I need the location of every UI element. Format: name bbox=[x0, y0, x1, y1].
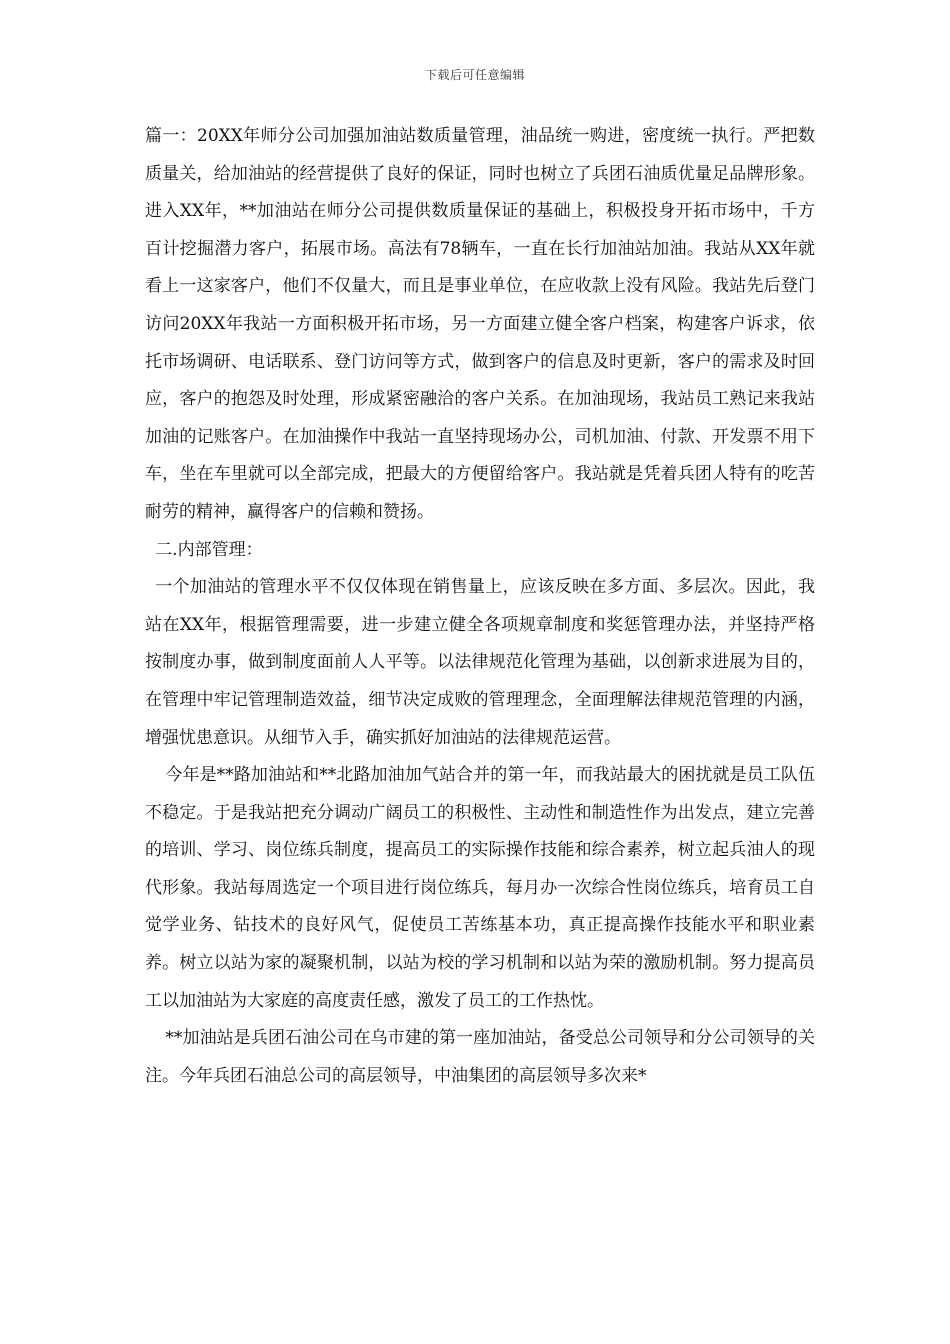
paragraph-2: 一个加油站的管理水平不仅仅体现在销售量上，应该反映在多方面、多层次。因此，我站在XX年，根据管理需要，进一步建立健全各项规章制度和奖惩管理办法，并坚持严格按制度办事，做到制度面前人人平等。以法律规范化管理为基础，以创新求进展为目的，在管理中牢记管理制造效益，细节决定成败的管理理念，全面理解法律规范管理的内涵，增强忧患意识。从细节入手，确实抓好加油站的法律规范运营。 bbox=[145, 577, 815, 748]
document-body bbox=[145, 118, 815, 1095]
section-heading-internal-management: 二.内部管理： bbox=[155, 539, 263, 560]
paragraph-1: 篇一：20XX年师分公司加强加油站数质量管理，油品统一购进，密度统一执行。严把数质量关，给加油站的经营提供了良好的保证，同时也树立了兵团石油质优量足品牌形象。 进入XX年，**加油站在师分公司提供数质量保证的基础上，积极投身开拓市场中，千方百计挖掘潜力客户，拓展市场。高法有78辆车，一直在长行加油站加油。我站从XX年就看上一这家客户，他们不仅量大，而且是事业单位，在应收款上没有风险。我站先后登门访问20XX年我站一方面积极开拓市场，另一方面建立健全客户档案，构建客户诉求，依托市场调研、电话联系、登门访问等方式，做到客户的信息及时更新，客户的需求及时回应，客户的抱怨及时处理，形成紧密融洽的客户关系。在加油现场，我站员工熟记来我站加油的记账客户。在加油操作中我站一直坚持现场办公，司机加油、付款、开发票不用下车，坐在车里就可以全部完成，把最大的方便留给客户。我站就是凭着兵团人特有的吃苦耐劳的精神，赢得客户的信赖和赞扬。 bbox=[145, 126, 815, 522]
page-header: 下载后可任意编辑 bbox=[424, 68, 525, 82]
paragraph-4: **加油站是兵团石油公司在乌市建的第一座加油站，备受总公司领导和分公司领导的关注。今年兵团石油总公司的高层领导，中油集团的高层领导多次来* bbox=[145, 1028, 815, 1086]
paragraph-3: 今年是**路加油站和**北路加油加气站合并的第一年，而我站最大的困扰就是员工队伍不稳定。于是我站把充分调动广阔员工的积极性、主动性和制造性作为出发点，建立完善的培训、学习、岗位练兵制度，提高员工的实际操作技能和综合素养，树立起兵油人的现代形象。我站每周选定一个项目进行岗位练兵，每月办一次综合性岗位练兵，培育员工自觉学业务、钻技术的良好风气，促使员工苦练基本功，真正提高操作技能水平和职业素养。树立以站为家的凝聚机制，以站为校的学习机制和以站为荣的激励机制。努力提高员工以加油站为大家庭的高度责任感，激发了员工的工作热忱。 bbox=[145, 765, 815, 1011]
